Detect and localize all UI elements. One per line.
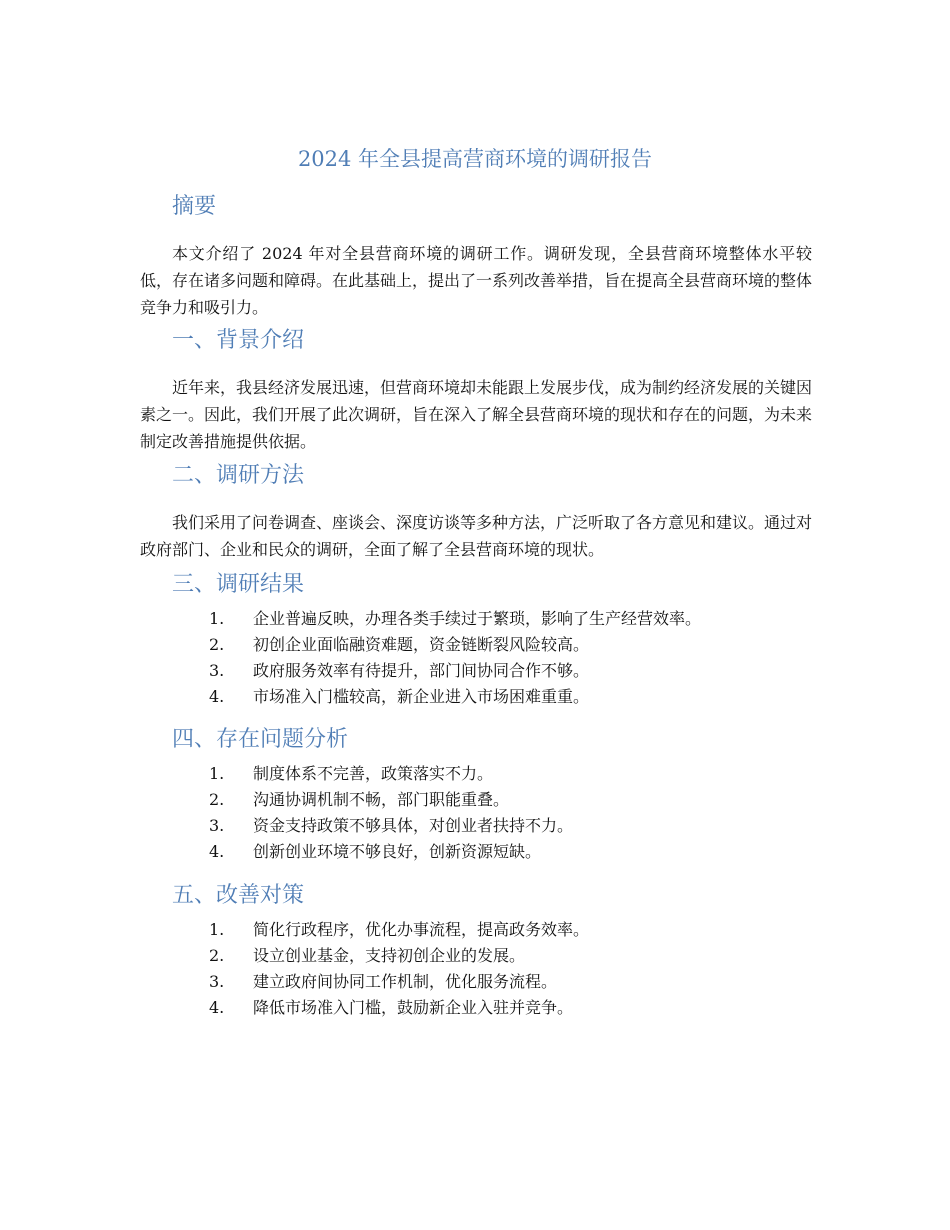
list-item [0,839,950,865]
list-item-number: 2. [209,790,225,809]
list-item-number: 3. [209,972,225,991]
list-item-text: 市场准入门槛较高，新企业进入市场困难重重。 [253,687,590,706]
analysis-list [0,761,950,865]
list-item-number: 1. [209,920,225,939]
list-item-number: 4. [209,998,225,1017]
list-item [0,943,950,969]
list-item-text: 制度体系不完善，政策落实不力。 [253,764,494,783]
list-item-number: 2. [209,635,225,654]
list-item-text: 沟通协调机制不畅，部门职能重叠。 [253,790,510,809]
list-item [0,917,950,943]
results-heading: 三、调研结果 [172,572,305,597]
measures-heading: 五、改善对策 [172,883,305,908]
list-item-number: 4. [209,687,225,706]
list-item-number: 1. [209,764,225,783]
list-item [0,761,950,787]
list-item [0,632,950,658]
list-item-text: 设立创业基金，支持初创企业的发展。 [253,946,526,965]
background-paragraph: 近年来，我县经济发展迅速，但营商环境却未能跟上发展步伐，成为制约经济发展的关键因素之一。因此，我们开展了此次调研，旨在深入了解全县营商环境的现状和存在的问题，为未来制定改善措施提供依据。 [140,378,813,451]
list-item-number: 4. [209,842,225,861]
abstract-paragraph: 本文介绍了 2024 年对全县营商环境的调研工作。调研发现，全县营商环境整体水平较低，存在诸多问题和障碍。在此基础上，提出了一系列改善举措，旨在提高全县营商环境的整体竞争力和吸引力。 [140,244,813,317]
abstract-heading: 摘要 [172,194,217,219]
measures-list [0,917,950,1021]
background-heading: 一、背景介绍 [172,328,305,353]
list-item-text: 简化行政程序，优化办事流程，提高政务效率。 [253,920,590,939]
list-item-text: 创新创业环境不够良好，创新资源短缺。 [253,842,542,861]
list-item-number: 3. [209,816,225,835]
list-item-text: 政府服务效率有待提升，部门间协同合作不够。 [253,661,590,680]
list-item-text: 企业普遍反映，办理各类手续过于繁琐，影响了生产经营效率。 [253,609,702,628]
list-item-text: 建立政府间协同工作机制，优化服务流程。 [253,972,558,991]
list-item-number: 2. [209,946,225,965]
list-item [0,787,950,813]
list-item [0,606,950,632]
method-paragraph: 我们采用了问卷调查、座谈会、深度访谈等多种方法，广泛听取了各方意见和建议。通过对政府部门、企业和民众的调研，全面了解了全县营商环境的现状。 [140,513,813,559]
analysis-heading: 四、存在问题分析 [172,727,349,752]
method-heading: 二、调研方法 [172,463,305,488]
list-item-number: 1. [209,609,225,628]
list-item-number: 3. [209,661,225,680]
list-item [0,658,950,684]
results-list [0,606,950,710]
document-title: 2024 年全县提高营商环境的调研报告 [297,147,653,171]
list-item [0,969,950,995]
list-item [0,684,950,710]
list-item-text: 降低市场准入门槛，鼓励新企业入驻并竞争。 [253,998,574,1017]
list-item-text: 资金支持政策不够具体，对创业者扶持不力。 [253,816,574,835]
list-item [0,995,950,1021]
list-item-text: 初创企业面临融资难题，资金链断裂风险较高。 [253,635,590,654]
list-item [0,813,950,839]
